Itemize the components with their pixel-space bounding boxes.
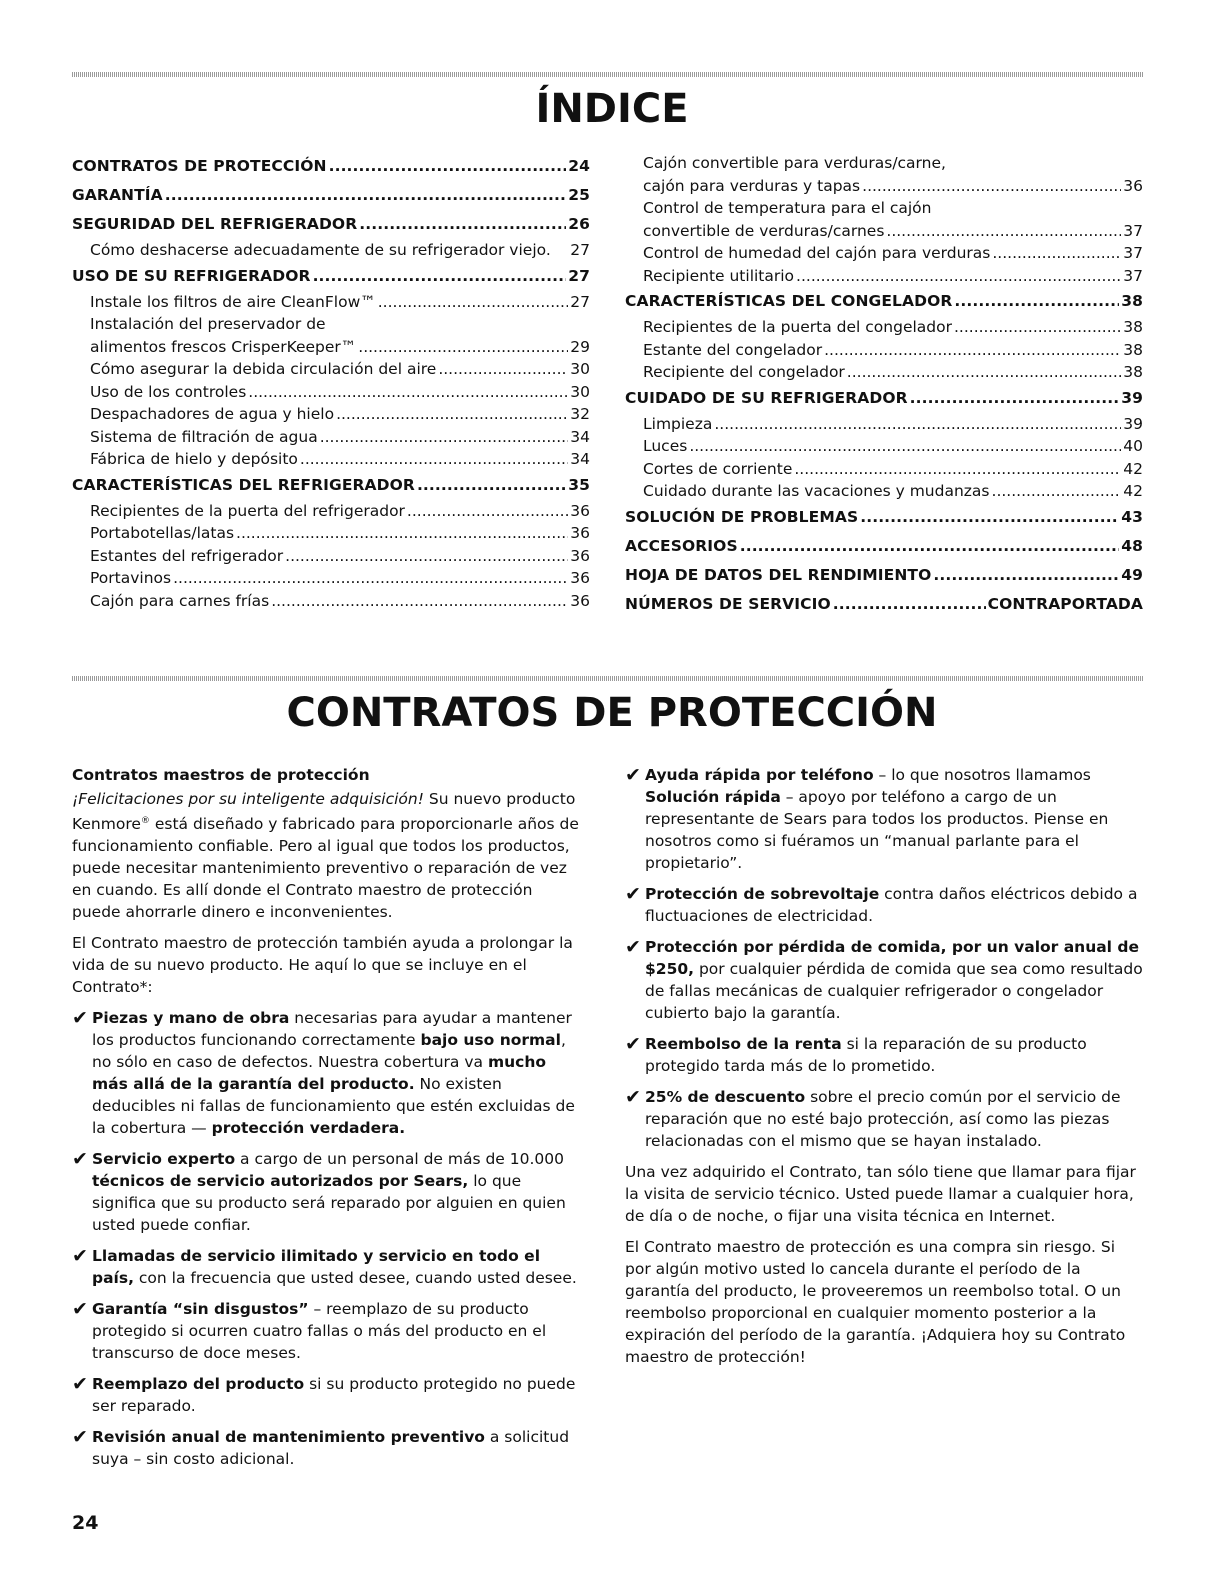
benefit-bold-text: técnicos de servicio autorizados por Sears, xyxy=(92,1172,469,1191)
toc-label: NÚMEROS DE SERVICIO xyxy=(625,594,831,613)
toc-label: ACCESORIOS xyxy=(625,536,738,555)
contracts-right-column xyxy=(625,764,1143,1377)
toc-entry-line: Control de temperatura para el cajón xyxy=(643,199,932,217)
top-divider xyxy=(72,72,1143,77)
toc-subentry xyxy=(72,500,590,523)
toc-subentry xyxy=(72,448,590,471)
benefit-bold-text: Reemplazo del producto xyxy=(92,1375,305,1394)
benefit-item xyxy=(625,883,1143,927)
benefit-text xyxy=(92,1007,584,1139)
toc-leader-dots xyxy=(313,262,567,291)
toc-label: Cómo asegurar la debida circulación del aire xyxy=(90,360,437,378)
toc-page-number: 36 xyxy=(570,569,590,587)
contracts-left-column xyxy=(72,764,584,1479)
toc-page-number: 48 xyxy=(1121,536,1143,555)
section-divider xyxy=(72,676,1143,681)
toc-section-entry xyxy=(625,503,1143,532)
toc-leader-dots xyxy=(862,175,1121,198)
toc-subentry xyxy=(72,291,590,314)
toc-page-number: 36 xyxy=(1123,176,1143,195)
toc-section-entry xyxy=(72,152,590,181)
toc-page-number: 27 xyxy=(568,266,590,285)
benefit-item xyxy=(72,1245,584,1289)
benefit-body-text: – lo que nosotros llamamos xyxy=(873,766,1091,784)
toc-section-entry xyxy=(72,181,590,210)
toc-page-number: 49 xyxy=(1121,565,1143,584)
toc-label: alimentos frescos CrisperKeeper™ xyxy=(90,337,357,356)
toc-label: Portabotellas/latas xyxy=(90,524,235,542)
toc-page-number: 32 xyxy=(570,405,590,423)
toc-subentry xyxy=(625,480,1143,503)
benefit-body-text: lo que significa que su producto será reparado por alguien en quien usted puede confiar. xyxy=(92,1172,566,1235)
benefit-body-text: , no sólo en caso de defectos. Nuestra cobertura va xyxy=(92,1031,566,1072)
toc-label: Luces xyxy=(643,437,688,455)
toc-page-number: 34 xyxy=(570,450,590,468)
right-benefit-list xyxy=(625,764,1143,1152)
toc-subentry xyxy=(625,361,1143,384)
toc-leader-dots xyxy=(796,265,1121,288)
benefit-bold-text: protección verdadera. xyxy=(211,1119,406,1138)
benefit-text xyxy=(92,1373,584,1417)
toc-label: Recipientes de la puerta del congelador xyxy=(643,318,952,336)
toc-section-entry xyxy=(625,384,1143,413)
benefit-bold-text: Ayuda rápida por teléfono xyxy=(645,766,874,784)
toc-subentry xyxy=(72,381,590,404)
toc-leader-dots xyxy=(378,291,569,314)
toc-leader-dots xyxy=(886,220,1121,243)
benefit-body-text: a solicitud suya – sin costo adicional. xyxy=(92,1428,570,1469)
toc-leader-dots xyxy=(860,503,1119,532)
benefit-item xyxy=(72,1298,584,1364)
toc-subentry xyxy=(625,220,1143,243)
toc-label: Portavinos xyxy=(90,569,172,587)
toc-section-entry xyxy=(72,471,590,500)
toc-section-entry xyxy=(625,590,1143,619)
contracts-title: CONTRATOS DE PROTECCIÓN xyxy=(286,690,938,736)
toc-leader-dots xyxy=(329,152,567,181)
toc-page-number: 36 xyxy=(570,546,590,565)
toc-section-entry xyxy=(625,287,1143,316)
toc-leader-dots xyxy=(336,403,568,426)
benefit-body-text: si la reparación de su producto protegido tarda más de lo prometido. xyxy=(645,1035,1087,1075)
toc-page-number: 30 xyxy=(570,382,590,401)
intro-rest: Su nuevo producto Kenmore xyxy=(72,790,576,834)
benefit-item xyxy=(625,936,1143,1024)
toc-subentry xyxy=(625,413,1143,436)
benefit-bold-text: Protección de sobrevoltaje xyxy=(645,885,880,903)
toc-label: convertible de verduras/carnes xyxy=(643,221,885,240)
toc-subentry xyxy=(625,242,1143,265)
benefit-bold-text: 25% de descuento xyxy=(645,1088,806,1106)
toc-left-column xyxy=(72,152,590,612)
toc-leader-dots xyxy=(236,522,568,545)
toc-subentry xyxy=(72,545,590,568)
benefit-text xyxy=(645,1086,1143,1152)
toc-page-number: 34 xyxy=(570,427,590,446)
page-number: 24 xyxy=(72,1512,99,1534)
toc-page-number: 36 xyxy=(570,501,590,520)
toc-page-number: 40 xyxy=(1123,437,1143,455)
toc-subentry xyxy=(625,175,1143,198)
toc-leader-dots xyxy=(359,210,566,239)
checkmark-icon: ✔ xyxy=(625,764,641,786)
toc-page-number: 37 xyxy=(1123,244,1143,262)
benefit-bold-text: Revisión anual de mantenimiento preventivo xyxy=(92,1428,485,1447)
checkmark-icon: ✔ xyxy=(72,1426,88,1449)
toc-label: SEGURIDAD DEL REFRIGERADOR xyxy=(72,215,358,233)
toc-label: Recipiente utilitario xyxy=(643,266,795,285)
checkmark-icon: ✔ xyxy=(72,1373,88,1396)
benefit-text xyxy=(645,936,1143,1024)
contracts-subhead: Contratos maestros de protección xyxy=(72,766,370,784)
toc-leader-dots xyxy=(954,287,1119,316)
benefit-bold-text: Protección por pérdida de comida, por un valor anual de $250, xyxy=(645,938,1140,978)
checkmark-icon: ✔ xyxy=(625,1086,641,1108)
benefit-body-text: sobre el precio común por el servicio de reparación que no esté bajo protección, así como las piezas relacionadas con el mismo que se hayan instalado. xyxy=(645,1088,1121,1150)
intro-end: está diseñado y fabricado para proporcionarle años de funcionamiento confiable. Pero al igual que todos los productos, puede necesitar mantenimiento preventivo o reparación de vez en cuando. Es allí donde el Contrato maestro de protección puede ahorrarle dinero e inconvenientes. xyxy=(72,815,579,922)
toc-label: CONTRATOS DE PROTECCIÓN xyxy=(72,157,327,175)
benefit-body-text: por cualquier pérdida de comida que sea como resultado de fallas mecánicas de cualquier refrigerador o congelador cubierto bajo la garantía. xyxy=(645,960,1143,1022)
toc-page-number: 42 xyxy=(1123,459,1143,478)
toc-leader-dots xyxy=(847,361,1121,384)
toc-label: Instale los filtros de aire CleanFlow™ xyxy=(90,292,376,311)
toc-page-number: CONTRAPORTADA xyxy=(987,594,1143,613)
toc-leader-dots xyxy=(992,242,1121,265)
benefit-item xyxy=(72,1426,584,1470)
toc-subentry xyxy=(72,336,590,359)
toc-page-number: 27 xyxy=(570,241,590,259)
toc-leader-dots xyxy=(992,480,1122,503)
toc-leader-dots xyxy=(320,426,569,449)
index-title: ÍNDICE xyxy=(535,86,689,132)
checkmark-icon: ✔ xyxy=(625,936,641,958)
benefit-text xyxy=(92,1298,584,1364)
benefit-item xyxy=(72,1007,584,1139)
toc-label: GARANTÍA xyxy=(72,186,163,204)
toc-subentry xyxy=(72,522,590,545)
toc-leader-dots xyxy=(833,590,986,619)
toc-page-number: 38 xyxy=(1123,340,1143,359)
toc-leader-dots xyxy=(248,381,568,404)
toc-page-number: 25 xyxy=(568,186,590,204)
toc-leader-dots xyxy=(714,413,1121,436)
toc-page-number: 30 xyxy=(570,360,590,378)
toc-leader-dots xyxy=(417,471,566,500)
toc-label: Estantes del refrigerador xyxy=(90,546,284,565)
toc-page-number: 39 xyxy=(1121,388,1143,407)
checkmark-icon: ✔ xyxy=(72,1245,88,1268)
toc-leader-dots xyxy=(285,545,568,568)
checkmark-icon: ✔ xyxy=(72,1148,88,1171)
toc-label: Cómo deshacerse adecuadamente de su refrigerador viejo. xyxy=(90,241,551,259)
toc-leader-dots xyxy=(300,448,568,471)
toc-page-number: 42 xyxy=(1123,482,1143,500)
toc-page-number: 36 xyxy=(570,591,590,610)
benefit-bold-text: Reembolso de la renta xyxy=(645,1035,842,1053)
toc-label: Recipiente del congelador xyxy=(643,363,845,381)
checkmark-icon: ✔ xyxy=(625,1033,641,1055)
toc-label: Sistema de filtración de agua xyxy=(90,427,318,446)
benefit-item xyxy=(72,1148,584,1236)
toc-leader-dots xyxy=(910,384,1120,413)
checkmark-icon: ✔ xyxy=(625,883,641,905)
toc-label: Cajón para carnes frías xyxy=(90,591,270,610)
benefit-body-text: con la frecuencia que usted desee, cuando usted desee. xyxy=(133,1269,577,1288)
toc-leader-dots xyxy=(358,336,568,359)
checkmark-icon: ✔ xyxy=(72,1298,88,1321)
benefit-text xyxy=(645,764,1143,874)
toc-label: Estante del congelador xyxy=(643,340,823,359)
toc-leader-dots xyxy=(689,435,1121,458)
toc-page-number: 27 xyxy=(570,292,590,311)
toc-section-entry xyxy=(72,262,590,291)
toc-section-entry xyxy=(72,210,590,239)
benefit-text xyxy=(645,883,1143,927)
toc-label: Cuidado durante las vacaciones y mudanzas xyxy=(643,482,990,500)
toc-label: CARACTERÍSTICAS DEL CONGELADOR xyxy=(625,292,953,310)
benefit-bold-text: Piezas y mano de obra xyxy=(92,1009,290,1028)
benefit-item xyxy=(72,1373,584,1417)
benefit-body-text: necesarias para ayudar a mantener los productos funcionando correctamente xyxy=(92,1009,572,1050)
benefit-body-text: – reemplazo de su producto protegido si ocurren cuatro fallas o más del producto en el transcurso de doce meses. xyxy=(92,1300,547,1363)
benefit-body-text: a cargo de un personal de más de 10.000 xyxy=(235,1150,565,1169)
toc-subentry xyxy=(72,239,590,262)
benefit-body-text: si su producto protegido no puede ser reparado. xyxy=(92,1375,576,1416)
toc-label: Fábrica de hielo y depósito xyxy=(90,450,298,468)
toc-label: Limpieza xyxy=(643,414,713,433)
toc-page-number: 24 xyxy=(568,157,590,175)
benefit-text xyxy=(645,1033,1143,1077)
toc-leader-dots xyxy=(740,532,1120,561)
toc-page-number: 29 xyxy=(570,337,590,356)
toc-label: Uso de los controles xyxy=(90,382,247,401)
toc-page-number: 38 xyxy=(1121,292,1143,310)
toc-label: Recipientes de la puerta del refrigerador xyxy=(90,501,405,520)
toc-subentry xyxy=(72,567,590,590)
benefit-body-text: – apoyo por teléfono a cargo de un representante de Sears para todos los productos. Piense en nosotros como si fuéramos un “manual parlante para el propietario”. xyxy=(645,788,1109,872)
benefit-text xyxy=(92,1426,584,1470)
toc-label: Cortes de corriente xyxy=(643,459,793,478)
toc-page-number: 43 xyxy=(1121,507,1143,526)
benefit-bold-text: Llamadas de servicio ilimitado y servicio en todo el país, xyxy=(92,1247,541,1288)
toc-leader-dots xyxy=(438,358,568,381)
benefit-body-text: No existen deducibles ni fallas de funcionamiento que estén excluidas de la cobertura — xyxy=(92,1075,575,1138)
toc-leader-dots xyxy=(933,561,1119,590)
left-benefit-list xyxy=(72,1007,584,1470)
toc-label: Despachadores de agua y hielo xyxy=(90,405,335,423)
toc-page-number: 26 xyxy=(568,215,590,233)
toc-label: Control de humedad del cajón para verduras xyxy=(643,244,991,262)
toc-label: cajón para verduras y tapas xyxy=(643,176,861,195)
benefit-item xyxy=(625,764,1143,874)
toc-page-number: 38 xyxy=(1123,318,1143,336)
toc-subentry xyxy=(72,403,590,426)
benefit-bold-text: mucho más allá de la garantía del producto. xyxy=(92,1053,547,1094)
toc-subentry xyxy=(625,435,1143,458)
toc-page-number: 37 xyxy=(1123,266,1143,285)
coverage-paragraph: El Contrato maestro de protección también ayuda a prolongar la vida de su nuevo producto. He aquí lo que se incluye en el Contrato*: xyxy=(72,934,573,997)
toc-section-entry xyxy=(625,532,1143,561)
toc-subentry xyxy=(625,458,1143,481)
toc-label: HOJA DE DATOS DEL RENDIMIENTO xyxy=(625,565,932,584)
intro-paragraph xyxy=(72,788,584,923)
risk-free-paragraph: El Contrato maestro de protección es una compra sin riesgo. Si por algún motivo usted lo cancela durante el período de la garantía del producto, le proveeremos un reembolso total. O un reembolso proporcional en cualquier momento posterior a la expiración del período de la garantía. ¡Adquiera hoy su Contrato maestro de protección! xyxy=(625,1238,1126,1366)
benefit-body-text: contra daños eléctricos debido a fluctuaciones de electricidad. xyxy=(645,885,1138,925)
benefit-text xyxy=(92,1245,584,1289)
toc-leader-dots xyxy=(794,458,1121,481)
toc-label: SOLUCIÓN DE PROBLEMAS xyxy=(625,507,859,526)
toc-entry-line: Instalación del preservador de xyxy=(90,315,326,333)
toc-page-number: 36 xyxy=(570,524,590,542)
toc-page-number: 39 xyxy=(1123,414,1143,433)
visit-paragraph: Una vez adquirido el Contrato, tan sólo tiene que llamar para fijar la visita de servicio técnico. Usted puede llamar a cualquier hora, de día o de noche, o fijar una visita técnica en Internet. xyxy=(625,1163,1136,1225)
toc-subentry xyxy=(72,590,590,613)
benefit-bold-text: Garantía “sin disgustos” xyxy=(92,1300,309,1319)
benefit-text xyxy=(92,1148,584,1236)
checkmark-icon: ✔ xyxy=(72,1007,88,1030)
toc-subentry xyxy=(625,316,1143,339)
registered-mark: ® xyxy=(140,816,150,826)
toc-subentry xyxy=(625,339,1143,362)
toc-label: CARACTERÍSTICAS DEL REFRIGERADOR xyxy=(72,475,415,494)
toc-leader-dots xyxy=(271,590,568,613)
benefit-bold-text: Servicio experto xyxy=(92,1150,236,1169)
toc-subentry xyxy=(72,358,590,381)
toc-right-column xyxy=(625,152,1143,619)
toc-leader-dots xyxy=(165,181,566,210)
toc-leader-dots xyxy=(407,500,568,523)
toc-page-number: 35 xyxy=(568,475,590,494)
toc-leader-dots xyxy=(173,567,568,590)
toc-entry-line: Cajón convertible para verduras/carne, xyxy=(643,154,946,172)
toc-subentry xyxy=(625,265,1143,288)
intro-italic: ¡Felicitaciones por su inteligente adquisición! xyxy=(72,790,424,808)
toc-page-number: 38 xyxy=(1123,363,1143,381)
benefit-item xyxy=(625,1033,1143,1077)
toc-label: USO DE SU REFRIGERADOR xyxy=(72,266,311,285)
toc-leader-dots xyxy=(824,339,1121,362)
toc-leader-dots xyxy=(954,316,1121,339)
toc-subentry xyxy=(72,426,590,449)
benefit-item xyxy=(625,1086,1143,1152)
toc-section-entry xyxy=(625,561,1143,590)
benefit-bold-text: bajo uso normal xyxy=(420,1031,561,1050)
toc-label: CUIDADO DE SU REFRIGERADOR xyxy=(625,388,908,407)
toc-page-number: 37 xyxy=(1123,221,1143,240)
benefit-bold-text: Solución rápida xyxy=(645,788,781,806)
